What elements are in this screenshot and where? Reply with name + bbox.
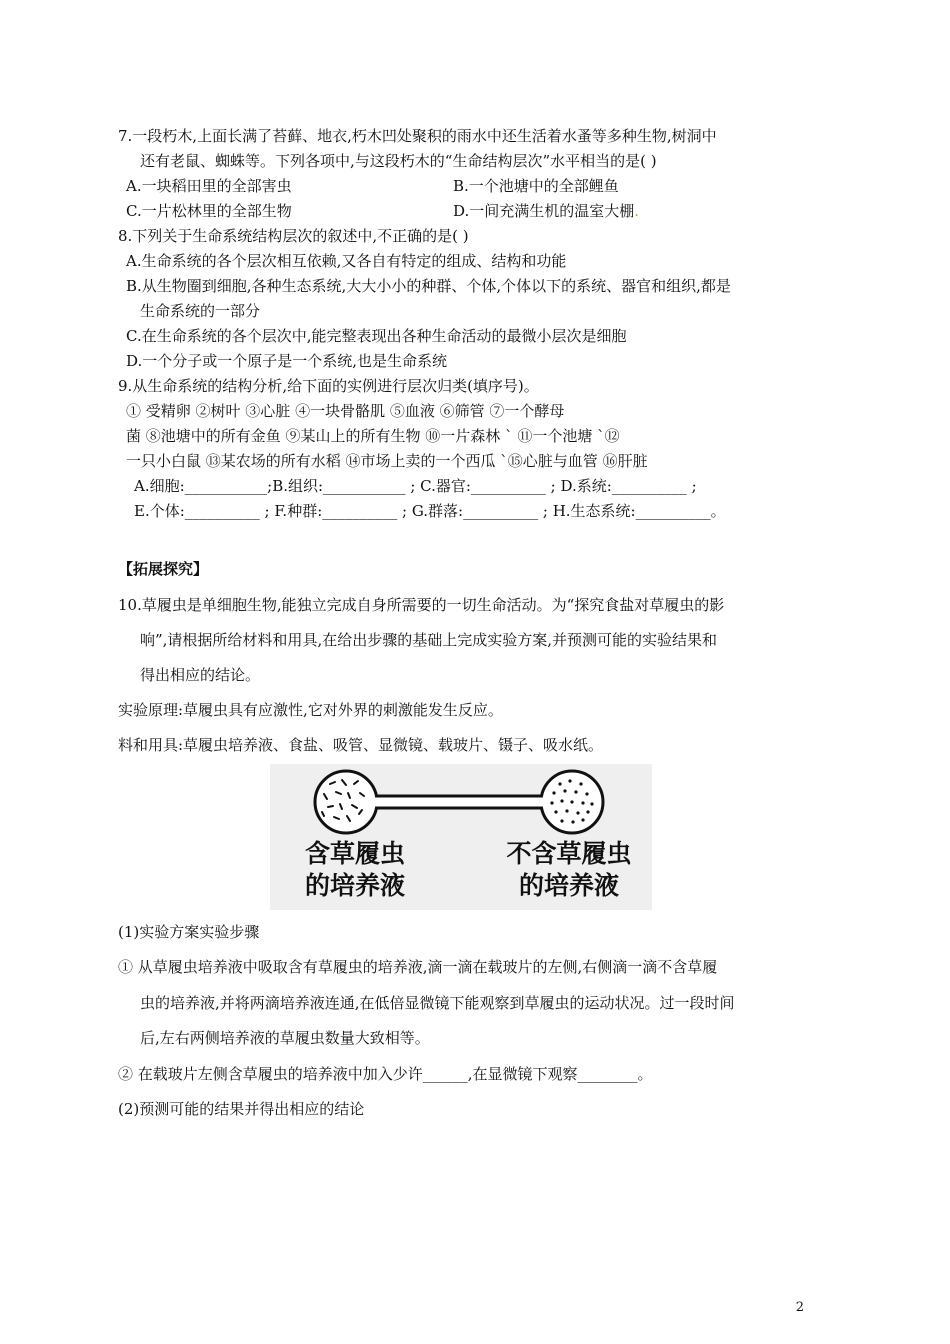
q10-line2: 响”,请根据所给材料和用具,在给出步骤的基础上完成实验方案,并预测可能的实验结果和 [140, 631, 717, 649]
q8-option-c: C.在生命系统的各个层次中,能完整表现出各种生命活动的最微小层次是细胞 [126, 327, 627, 345]
step1-line3: 后,左右两侧培养液的草履虫数量大致相等。 [140, 1029, 430, 1047]
q7-option-d-text: D.一间充满生机的温室大棚 [453, 202, 635, 220]
step1-line1: ① 从草履虫培养液中吸取含有草履虫的培养液,滴一滴在载玻片的左侧,右侧滴一滴不含草履 [118, 958, 718, 976]
q7-stem-line1: 7.一段朽木,上面长满了苔藓、地衣,朽木凹处聚积的雨水中还生活着水蚤等多种生物,树洞中 [118, 127, 717, 145]
q7-option-c: C.一片松林里的全部生物 [126, 202, 292, 220]
slide-diagram [270, 764, 652, 910]
materials-list: 料和用具:草履虫培养液、食盐、吸管、显微镜、载玻片、镊子、吸水纸。 [118, 736, 604, 754]
right-drop-label [494, 838, 644, 902]
step2: ② 在载玻片左侧含草履虫的培养液中加入少许______,在显微镜下观察________。 [118, 1065, 653, 1083]
q7-option-d [453, 201, 639, 221]
q8-option-d: D.一个分子或一个原子是一个系统,也是生命系统 [126, 352, 448, 370]
q9-stem: 9.从生命系统的结构分析,给下面的实例进行层次归类(填序号)。 [118, 377, 539, 395]
q7-option-b: B.一个池塘中的全部鲤鱼 [453, 177, 619, 195]
q8-option-b-line1: B.从生物圈到细胞,各种生态系统,大大小小的种群、个体,个体以下的系统、器官和组织,都是 [126, 277, 731, 295]
page-number: 2 [795, 1300, 804, 1315]
q9-blanks-line2: E.个体:__________ ; F.种群:__________ ; G.群落:__________ ; H.生态系统:__________。 [134, 502, 726, 520]
q9-items-line2: 菌 ⑧池塘中的所有金鱼 ⑨某山上的所有生物 ⑩一片森林 ` ⑪一个池塘 `⑫ [126, 427, 620, 445]
part1-title: (1)实验方案实验步骤 [118, 923, 260, 941]
left-drop-label-line2: 的培养液 [304, 871, 405, 900]
left-drop-label-line1: 含草履虫 [304, 839, 405, 868]
right-drop-label-line2: 的培养液 [518, 871, 619, 900]
step1-line2: 虫的培养液,并将两滴培养液连通,在低倍显微镜下能观察到草履虫的运动状况。过一段时间 [140, 994, 735, 1012]
q7-option-a: A.一块稻田里的全部害虫 [126, 177, 292, 195]
q8-stem: 8.下列关于生命系统结构层次的叙述中,不正确的是( ) [118, 227, 469, 245]
q9-items-line1: ① 受精卵 ②树叶 ③心脏 ④一块骨骼肌 ⑤血液 ⑥筛管 ⑦一个酵母 [126, 402, 565, 420]
right-drop-label-line1: 不含草履虫 [506, 839, 632, 868]
q8-option-b-line2: 生命系统的一部分 [140, 302, 261, 320]
left-drop-label [290, 838, 420, 902]
q7-mark: . [634, 202, 640, 220]
q8-option-a: A.生命系统的各个层次相互依赖,又各自有特定的组成、结构和功能 [126, 252, 567, 270]
q10-line1: 10.草履虫是单细胞生物,能独立完成自身所需要的一切生命活动。为“探究食盐对草履虫的影 [118, 596, 725, 614]
q9-blanks-line1: A.细胞:___________;B.组织:___________ ; C.器官:__________ ; D.系统:__________ ; [134, 477, 697, 495]
experiment-principle: 实验原理:草履虫具有应激性,它对外界的刺激能发生反应。 [118, 701, 503, 719]
q10-line3: 得出相应的结论。 [140, 666, 261, 684]
q9-items-line3: 一只小白鼠 ⑬某农场的所有水稻 ⑭市场上卖的一个西瓜 `⑮心脏与血管 ⑯肝脏 [126, 452, 648, 470]
q7-stem-line2: 还有老鼠、蜘蛛等。下列各项中,与这段朽木的“生命结构层次”水平相当的是( ) [140, 152, 657, 170]
section-heading: 【拓展探究】 [118, 560, 209, 578]
part2-title: (2)预测可能的结果并得出相应的结论 [118, 1100, 365, 1118]
